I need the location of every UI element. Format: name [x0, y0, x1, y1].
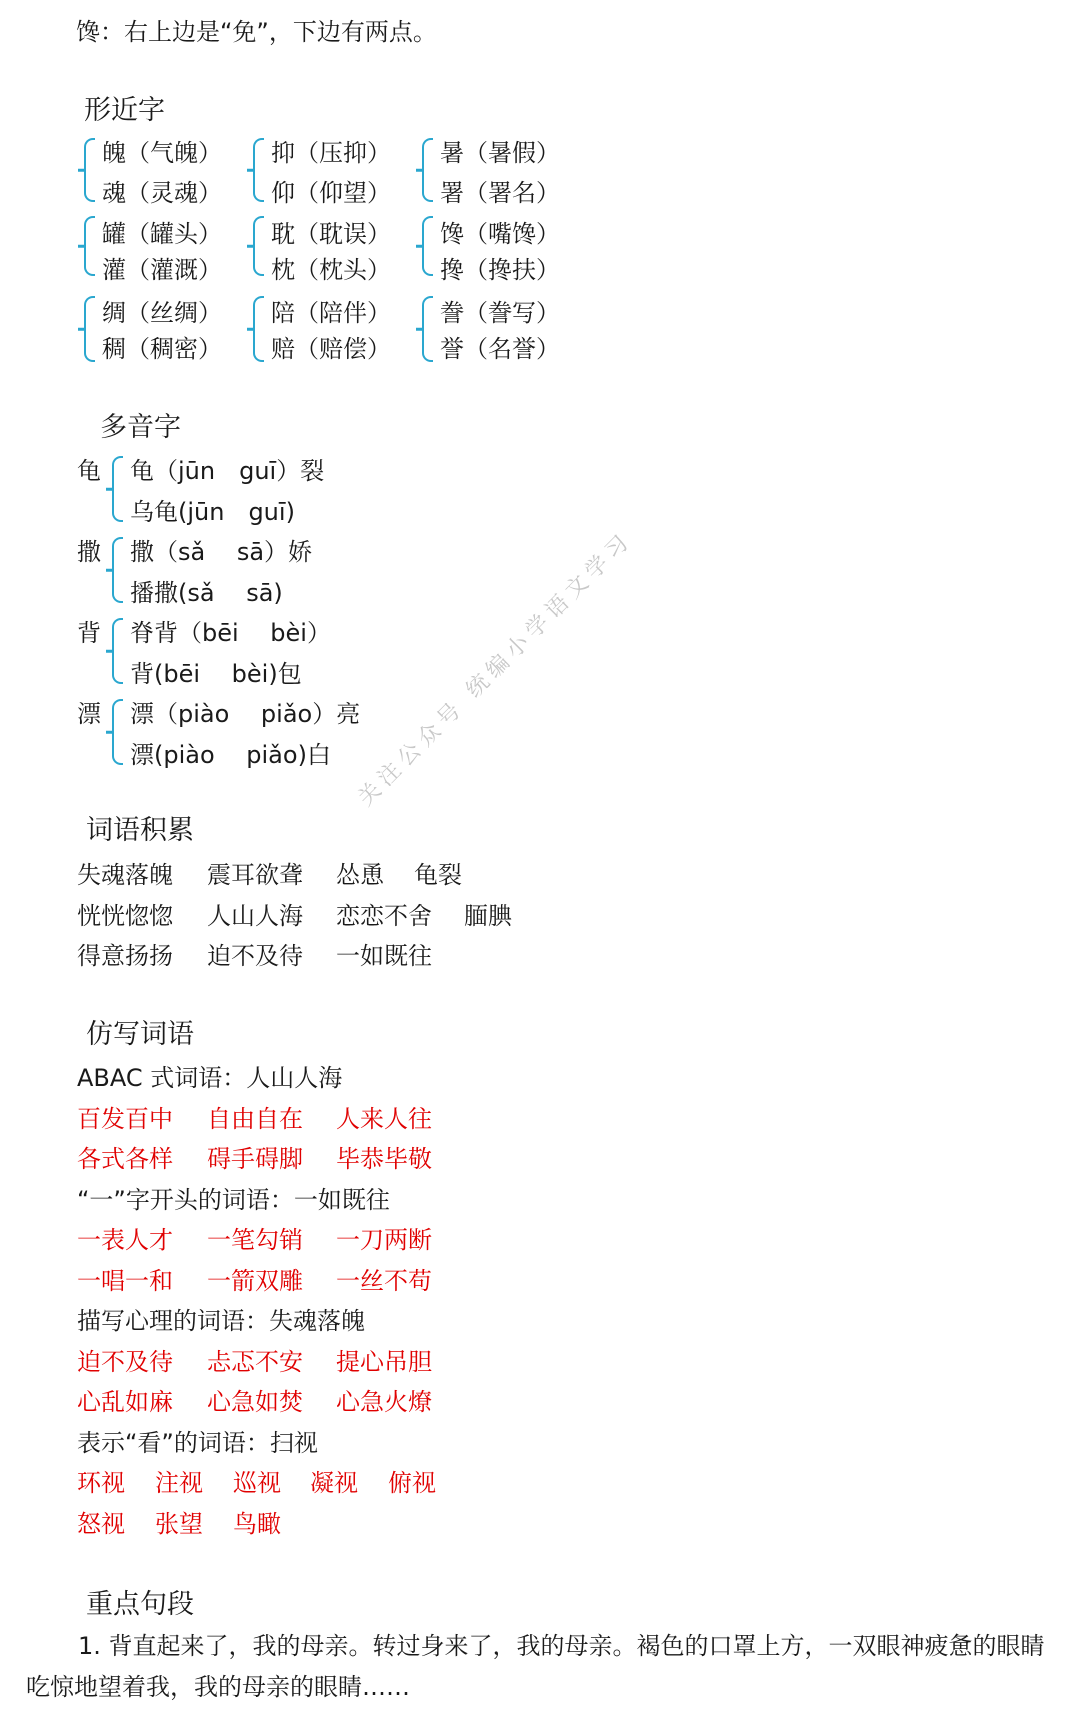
imitate-group-label: “一”字开头的词语：一如既往 — [77, 1186, 390, 1214]
imitate-group-label: 表示“看”的词语：扫视 — [77, 1429, 318, 1457]
similar-char-item: 赔（赔偿） — [271, 335, 391, 363]
answer-word: 各式各样 — [77, 1145, 173, 1173]
answer-word: 一丝不苟 — [336, 1267, 432, 1295]
similar-char-item: 枕（枕头） — [271, 256, 391, 284]
similar-char-item: 灌（灌溉） — [102, 256, 222, 284]
imitate-group-label: ABAC 式词语：人山人海 — [77, 1064, 343, 1092]
similar-char-item: 耽（耽误） — [271, 220, 391, 248]
word: 恋恋不舍 — [336, 902, 432, 930]
polyphone-char: 撒 — [77, 538, 101, 566]
answer-word: 俯视 — [388, 1469, 436, 1497]
polyphone-line: 播撒(sǎ sā) — [130, 579, 283, 607]
answer-word: 一刀两断 — [336, 1226, 432, 1254]
similar-char-item: 陪（陪伴） — [271, 299, 391, 327]
polyphone-line: 漂(piào piǎo)白 — [130, 741, 331, 769]
word: 恍恍惚惚 — [77, 902, 173, 930]
brace-icon — [112, 537, 123, 603]
answer-word: 一笔勾销 — [207, 1226, 303, 1254]
polyphone-line: 脊背（bēi bèi） — [130, 619, 331, 647]
brace-icon — [422, 296, 433, 362]
watermark-text: 关注公众号 统编小学语文学习 — [353, 526, 638, 812]
similar-char-item: 誉（名誉） — [440, 335, 560, 363]
answer-word: 心急火燎 — [336, 1388, 432, 1416]
answer-word: 怒视 — [77, 1510, 125, 1538]
word: 腼腆 — [464, 902, 512, 930]
brace-icon — [422, 216, 433, 276]
brace-icon — [84, 216, 95, 276]
section-heading-imitate-words: 仿写词语 — [86, 1019, 194, 1050]
section-heading-key-passages: 重点句段 — [86, 1589, 194, 1620]
polyphone-char: 漂 — [77, 700, 101, 728]
similar-char-item: 罐（罐头） — [102, 220, 222, 248]
key-passage-paragraph: 1. 背直起来了，我的母亲。转过身来了，我的母亲。褐色的口罩上方，一双眼神疲惫的眼睛吃惊地望着我，我的母亲的眼睛…… — [26, 1632, 1045, 1701]
word: 震耳欲聋 — [207, 861, 303, 889]
answer-word: 凝视 — [310, 1469, 358, 1497]
similar-char-item: 魂（灵魂） — [102, 179, 222, 207]
answer-word: 心急如焚 — [207, 1388, 303, 1416]
answer-word: 张望 — [155, 1510, 203, 1538]
similar-char-item: 抑（压抑） — [271, 139, 391, 167]
brace-icon — [253, 216, 264, 276]
brace-icon — [84, 296, 95, 362]
brace-icon — [422, 138, 433, 202]
section-heading-polyphones: 多音字 — [100, 412, 181, 443]
polyphone-char: 背 — [77, 619, 101, 647]
answer-word: 忐忑不安 — [207, 1348, 303, 1376]
answer-word: 一唱一和 — [77, 1267, 173, 1295]
answer-word: 百发百中 — [77, 1105, 173, 1133]
word: 人山人海 — [207, 902, 303, 930]
brace-icon — [112, 699, 123, 765]
similar-char-item: 署（署名） — [440, 179, 560, 207]
answer-word: 鸟瞰 — [233, 1510, 281, 1538]
similar-char-item: 仰（仰望） — [271, 179, 391, 207]
answer-word: 自由自在 — [207, 1105, 303, 1133]
polyphone-char: 龟 — [77, 457, 101, 485]
polyphone-line: 背(bēi bèi)包 — [130, 660, 302, 688]
polyphone-line: 漂（piào piǎo）亮 — [130, 700, 361, 728]
polyphone-line: 龟（jūn guī）裂 — [130, 457, 325, 485]
word: 怂恿 — [336, 861, 384, 889]
word: 失魂落魄 — [77, 861, 173, 889]
answer-word: 碍手碍脚 — [207, 1145, 303, 1173]
similar-char-item: 稠（稠密） — [102, 335, 222, 363]
section-heading-similar-chars: 形近字 — [84, 95, 165, 126]
answer-word: 人来人往 — [336, 1105, 432, 1133]
similar-char-item: 搀（搀扶） — [440, 256, 560, 284]
word: 一如既往 — [336, 942, 432, 970]
answer-word: 提心吊胆 — [336, 1348, 432, 1376]
intro-line: 馋：右上边是“免”，下边有两点。 — [76, 18, 437, 46]
answer-word: 一箭双雕 — [207, 1267, 303, 1295]
similar-char-item: 誊（誊写） — [440, 299, 560, 327]
imitate-group-label: 描写心理的词语：失魂落魄 — [77, 1307, 365, 1335]
answer-word: 巡视 — [233, 1469, 281, 1497]
answer-word: 毕恭毕敬 — [336, 1145, 432, 1173]
answer-word: 注视 — [155, 1469, 203, 1497]
polyphone-line: 撒（sǎ sā）娇 — [130, 538, 313, 566]
similar-char-item: 魄（气魄） — [102, 139, 222, 167]
similar-char-item: 暑（暑假） — [440, 139, 560, 167]
brace-icon — [84, 138, 95, 202]
brace-icon — [253, 138, 264, 202]
section-heading-word-accumulation: 词语积累 — [86, 815, 194, 846]
similar-char-item: 绸（丝绸） — [102, 299, 222, 327]
brace-icon — [253, 296, 264, 362]
answer-word: 环视 — [77, 1469, 125, 1497]
polyphone-line: 乌龟(jūn guī) — [130, 498, 295, 526]
answer-word: 心乱如麻 — [77, 1388, 173, 1416]
answer-word: 迫不及待 — [77, 1348, 173, 1376]
word: 得意扬扬 — [77, 942, 173, 970]
word: 迫不及待 — [207, 942, 303, 970]
similar-char-item: 馋（嘴馋） — [440, 220, 560, 248]
answer-word: 一表人才 — [77, 1226, 173, 1254]
word: 龟裂 — [414, 861, 462, 889]
brace-icon — [112, 456, 123, 522]
brace-icon — [112, 618, 123, 684]
